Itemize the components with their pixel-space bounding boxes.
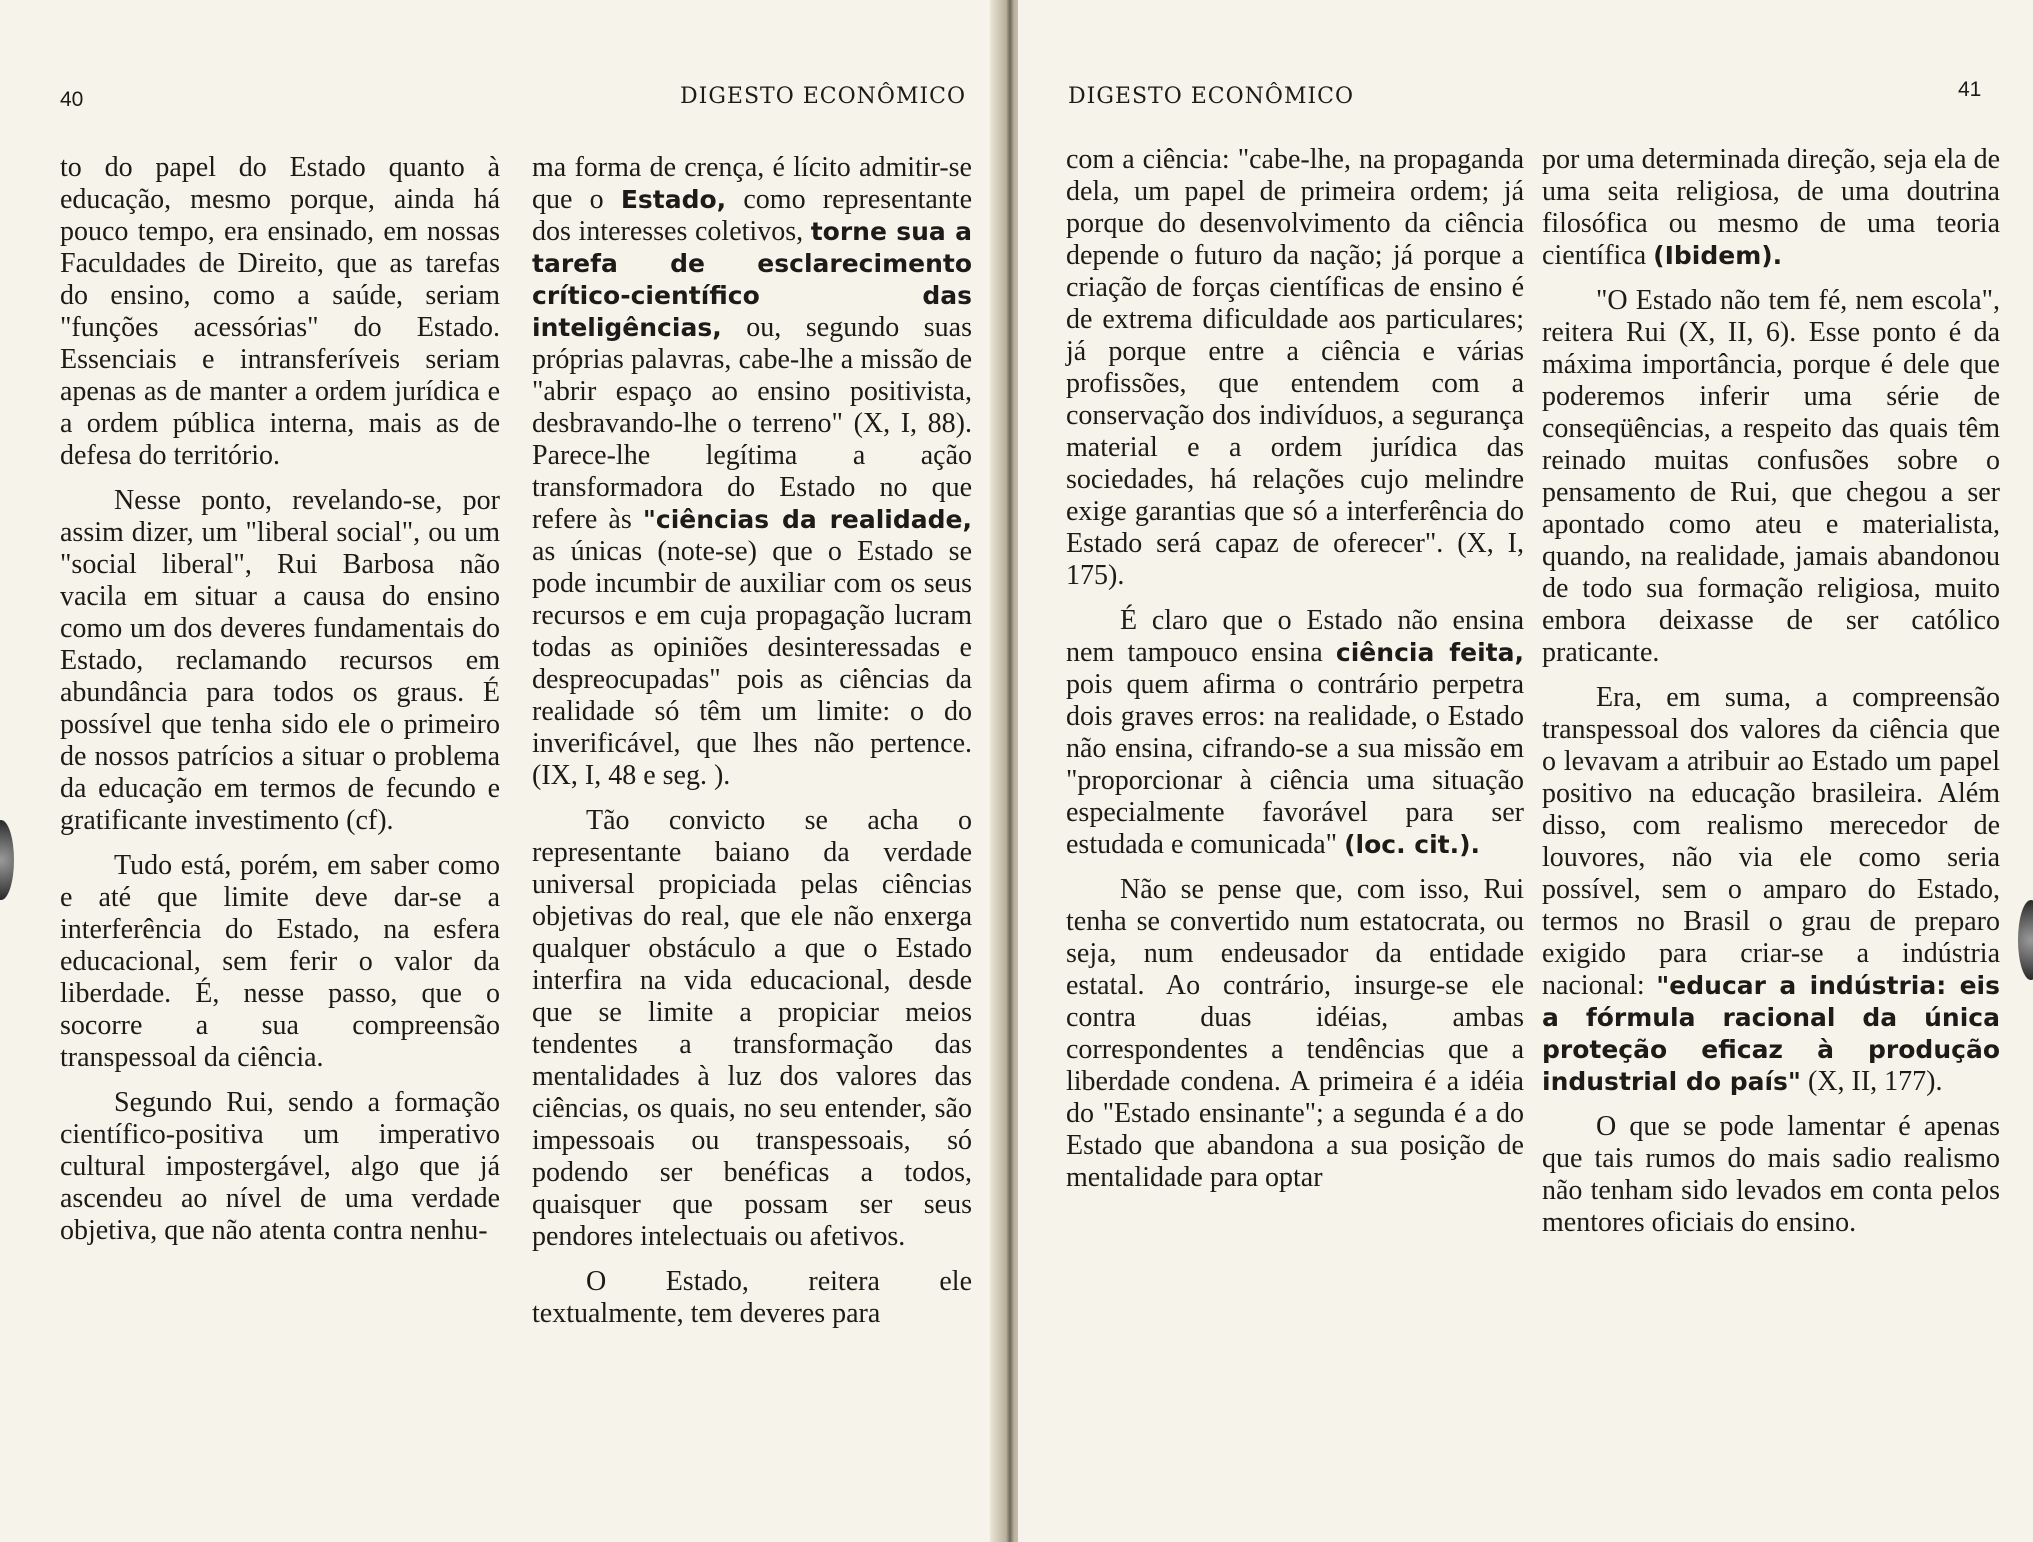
bold-text: ciência feita,	[1335, 638, 1524, 667]
bold-text: Estado,	[620, 185, 727, 214]
bold-text: "ciências da realidade,	[642, 505, 972, 534]
binder-clip-right	[2018, 900, 2033, 980]
text-run: (X, II, 177).	[1800, 1066, 1943, 1097]
paragraph: Segundo Rui, sendo a formação científico-positiva um imperativo cultural impostergável, algo que já ascendeu ao nível de uma verdade objetiva, que não atenta contra nenhu-	[60, 1087, 500, 1246]
bold-text: (loc. cit.).	[1344, 830, 1481, 859]
paragraph	[532, 152, 972, 792]
bold-text: torne sua a tarefa de esclarecimento crítico-científico das inteligências,	[532, 217, 972, 342]
paragraph	[1542, 144, 2000, 272]
right-page	[1018, 0, 2033, 1542]
right-page-column-1	[1066, 144, 1524, 1207]
bold-text: "educar a indústria: eis a fórmula racional da única proteção eficaz à produção industrial do país"	[1542, 971, 2000, 1096]
text-run: as únicas (note-se) que o Estado se pode incumbir de auxiliar com os seus recursos e em cuja propagação lucram todas as opiniões desinteressadas e despreocupadas" pois as ciências da realidade só têm um limite: o do inverificável, que lhes não pertence. (IX, I, 48 e seg. ).	[532, 536, 972, 791]
paragraph: Nesse ponto, revelando-se, por assim dizer, um "liberal social", ou um "social liberal", Rui Barbosa não vacila em situar a causa do ensino como um dos deveres fundamentais do Estado, reclamando recursos em abundância para todos os graus. É possível que tenha sido ele o primeiro de nossos patrícios a situar o problema da educação em termos de fecundo e gratificante investimento (cf).	[60, 485, 500, 836]
paragraph: Não se pense que, com isso, Rui tenha se convertido num estatocrata, ou seja, num endeusador da entidade estatal. Ao contrário, insurge-se ele contra duas idéias, ambas correspondentes a tendências que a liberdade condena. A primeira é a idéia do "Estado ensinante"; a segunda é a do Estado que abandona a sua posição de mentalidade para optar	[1066, 874, 1524, 1193]
text-run: ma forma de crença, é lícito admitir-se que o	[532, 152, 972, 215]
paragraph	[1542, 682, 2000, 1098]
right-page-column-2	[1542, 144, 2000, 1252]
paragraph: "O Estado não tem fé, nem escola", reitera Rui (X, II, 6). Esse ponto é da máxima importância, porque é dele que poderemos inferir uma série de conseqüências, a respeito das quais têm reinado muitas confusões sobre o pensamento de Rui, que chegou a ser apontado como ateu e materialista, quando, na realidade, jamais abandonou de todo sua formação religiosa, muito embora deixasse de ser católico praticante.	[1542, 285, 2000, 668]
left-page-column-2	[532, 152, 972, 1343]
text-run: É claro que o Estado não ensina nem tampouco ensina	[1066, 605, 1524, 668]
paragraph: com a ciência: "cabe-lhe, na propaganda dela, um papel de primeira ordem; já porque do desenvolvimento da ciência depende o futuro da nação; já porque a criação de forças científicas de ensino é de extrema dificuldade aos particulares; já porque entre a ciência e várias profissões, que entendem com a conservação dos indivíduos, a segurança material e a ordem jurídica das sociedades, há relações cujo melindre exige garantias que só a interferência do Estado será capaz de oferecer". (X, I, 175).	[1066, 144, 1524, 591]
paragraph: Tão convicto se acha o representante baiano da verdade universal propiciada pelas ciências objetivas do real, que ele não enxerga qualquer obstáculo a que o Estado interfira na vida educacional, desde que se limite a propiciar meios tendentes a transformação das mentalidades à luz dos valores das ciências, os quais, no seu entender, são impessoais ou transpessoais, só podendo ser benéficas a todos, quaisquer que possam ser seus pendores intelectuais ou afetivos.	[532, 805, 972, 1252]
text-run: pois quem afirma o contrário perpetra dois graves erros: na realidade, o Estado não ensina, cifrando-se a sua missão em "proporcionar à ciência uma situação especialmente favorável para ser estudada e comunicada"	[1066, 669, 1524, 860]
text-run: ou, segundo suas próprias palavras, cabe-lhe a missão de "abrir espaço ao ensino positivista, desbravando-lhe o terreno" (X, I, 88). Parece-lhe legítima a ação transformadora do Estado no que refere às	[532, 312, 972, 535]
paragraph: to do papel do Estado quanto à educação, mesmo porque, ainda há pouco tempo, era ensinado, em nossas Faculdades de Direito, que as tarefas do ensino, como a saúde, seriam "funções acessórias" do Estado. Essenciais e intransferíveis seriam apenas as de manter a ordem jurídica e a ordem pública interna, mais as de defesa do território.	[60, 152, 500, 471]
paragraph	[1066, 605, 1524, 861]
running-head-right: DIGESTO ECONÔMICO	[1068, 84, 1355, 109]
left-page-column-1	[60, 152, 500, 1260]
paragraph: O Estado, reitera ele textualmente, tem deveres para	[532, 1266, 972, 1329]
paragraph: Tudo está, porém, em saber como e até que limite deve dar-se a interferência do Estado, na esfera educacional, sem ferir o valor da liberdade. É, nesse passo, que o socorre a sua compreensão transpessoal da ciência.	[60, 850, 500, 1073]
text-run: Era, em suma, a compreensão transpessoal dos valores da ciência que o levavam a atribuir ao Estado um papel positivo na educação brasileira. Além disso, com realismo merecedor de louvores, não via ele como seria possível, sem o amparo do Estado, termos no Brasil o grau de preparo exigido para criar-se a indústria nacional:	[1542, 682, 2000, 1001]
page-number-left: 40	[60, 88, 84, 111]
page-number-right: 41	[1958, 78, 1982, 101]
paragraph: O que se pode lamentar é apenas que tais rumos do mais sadio realismo não tenham sido levados em conta pelos mentores oficiais do ensino.	[1542, 1111, 2000, 1238]
left-page	[0, 0, 1010, 1542]
text-run: por uma determinada direção, seja ela de uma seita religiosa, de uma doutrina filosófica ou mesmo de uma teoria científica	[1542, 144, 2000, 271]
bold-text: (Ibidem).	[1653, 241, 1783, 270]
binder-clip-left	[0, 820, 14, 900]
running-head-left: DIGESTO ECONÔMICO	[680, 84, 967, 109]
text-run: como representante dos interesses coletivos,	[532, 184, 972, 247]
